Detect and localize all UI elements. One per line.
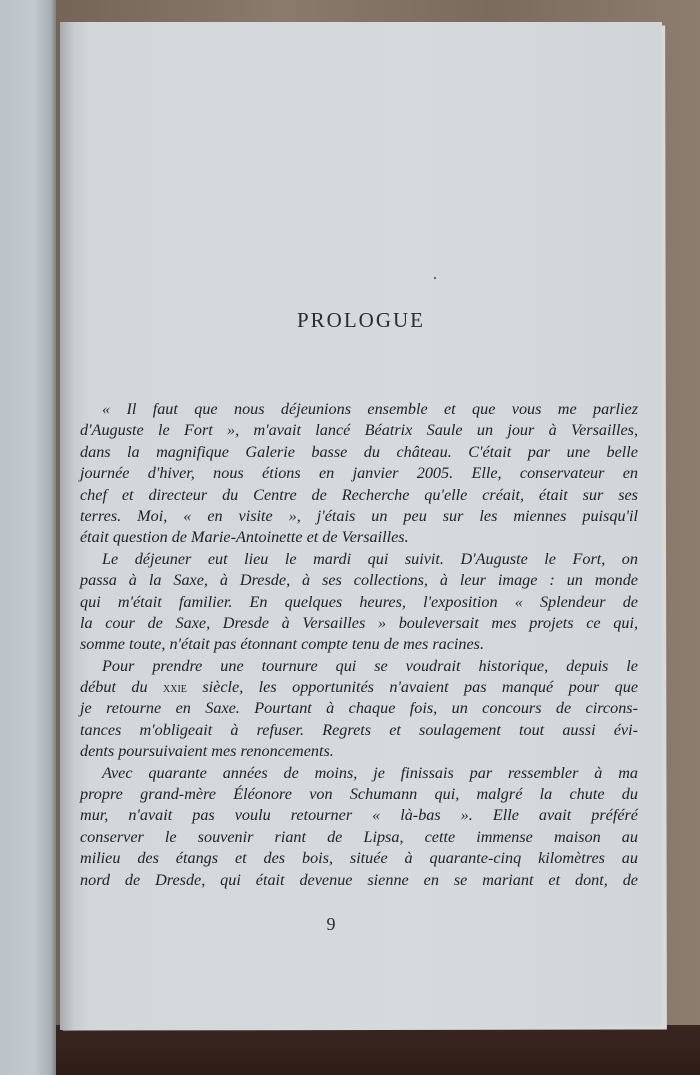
text-fragment: début du [80, 678, 164, 697]
text-line: mur, n'avait pas voulu retourner « là-bas ». Elle avait préféré [80, 806, 638, 825]
text-line: d'Auguste le Fort », m'avait lancé Béatrix Saule un jour à Versailles, [80, 421, 638, 440]
text-line: « Il faut que nous déjeunions ensemble et que vous me parliez [102, 400, 638, 418]
text-line: milieu des étangs et des bois, située à quarante-cinq kilomètres au [80, 849, 638, 868]
table-surface [0, 1025, 700, 1075]
text-line: la cour de Saxe, Dresde à Versailles » bouleversait mes projets ce qui, [80, 613, 638, 632]
text-line: je retourne en Saxe. Pourtant à chaque fois, un concours de circons- [80, 699, 638, 718]
text-line: chef et directeur du Centre de Recherche qu'elle créait, était sur ses [80, 485, 638, 504]
text-line: dents poursuivaient mes renoncements. [80, 742, 334, 761]
text-line: nord de Dresde, qui était devenue sienne en se mariant et dont, de [80, 870, 638, 889]
text-line: Avec quarante années de moins, je finissais par ressembler à ma [102, 763, 638, 782]
text-line: propre grand-mère Éléonore von Schumann qui, malgré la chute du [80, 785, 638, 804]
text-line: tances m'obligeait à refuser. Regrets et soulagement tout aussi évi- [80, 720, 638, 739]
text-line: conserver le souvenir riant de Lipsa, cette immense maison au [80, 827, 638, 846]
text-line: somme toute, n'était pas étonnant compte tenu de mes racines. [80, 635, 485, 654]
text-line: Le déjeuner eut lieu le mardi qui suivit. D'Auguste le Fort, on [102, 549, 638, 568]
text-line: journée d'hiver, nous étions en janvier 2005. Elle, conservateur en [80, 464, 638, 483]
text-line: dans la magnifique Galerie basse du château. C'était par une belle [80, 442, 638, 461]
text-line: terres. Moi, « en visite », j'étais un peu sur les miennes puisqu'il [80, 506, 638, 525]
text-line [80, 677, 638, 698]
text-line: qui m'était familier. En quelques heures, l'exposition « Splendeur de [80, 592, 638, 611]
left-page-edge [0, 0, 56, 1075]
text-line: Pour prendre une tournure qui se voudrait historique, depuis le [102, 656, 638, 675]
body-text [80, 399, 638, 891]
page-number: 9 [326, 914, 336, 934]
chapter-title: PROLOGUE [296, 308, 425, 332]
paper-speck [434, 277, 436, 279]
century-numeral: xxie [163, 681, 187, 697]
text-line: passa à la Saxe, à Dresde, à ses collections, à leur image : un monde [80, 571, 638, 590]
text-fragment: siècle, les opportunités n'avaient pas manqué pour que [186, 678, 639, 697]
text-line: était question de Marie-Antoinette et de Versailles. [80, 528, 409, 547]
